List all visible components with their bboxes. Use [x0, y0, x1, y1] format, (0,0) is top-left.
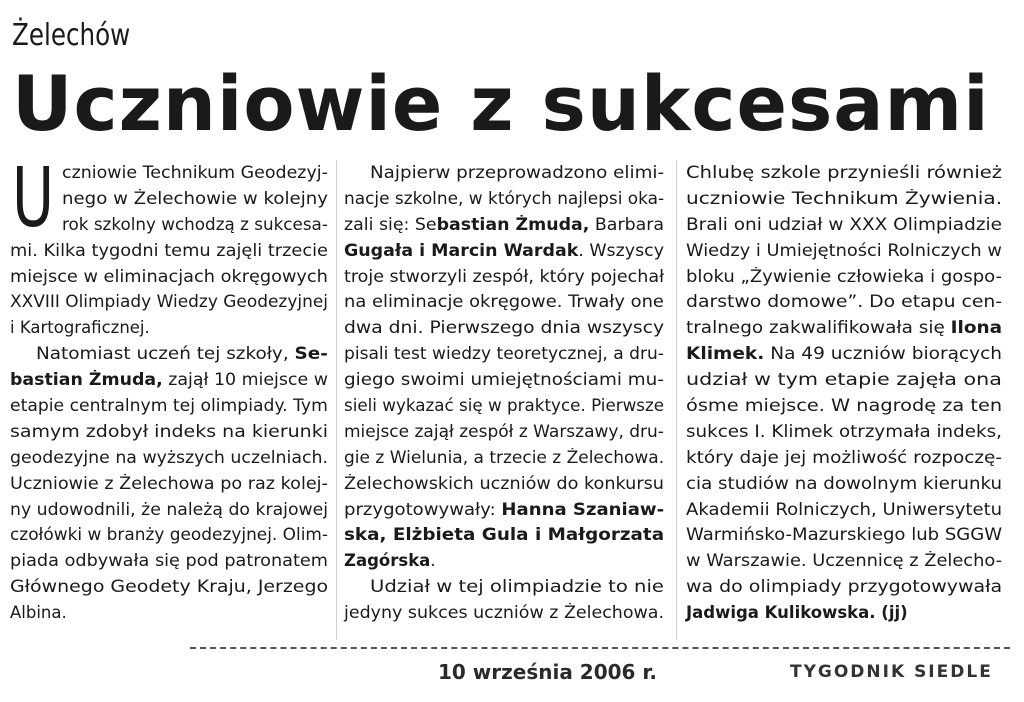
article-line-text: XXVIII Olimpiady Wiedzy Geodezyjnej — [10, 292, 328, 312]
article-line-text: przygotowywały: Hanna Szaniaw- — [344, 499, 665, 519]
article-line — [344, 600, 666, 626]
article-line-text: zali się: Sebastian Żmuda, Barbara — [344, 214, 665, 234]
publication-date: 10 września 2006 r. — [438, 660, 658, 684]
article-line — [686, 522, 1004, 548]
article-line — [686, 419, 1004, 445]
article-line-text: geodezyjne na wyższych uczelniach. — [10, 447, 329, 467]
article-line — [10, 212, 330, 238]
article-line — [10, 574, 330, 600]
article-line — [10, 471, 330, 497]
article-line-text: bloku „Żywienie człowieka i gospo- — [686, 266, 1003, 286]
article-line-text: który daje jej możliwość rozpoczę- — [686, 447, 1002, 467]
article-line-text: i Kartograficznej. — [10, 318, 150, 338]
article-line — [686, 315, 1004, 341]
article-line-text: Brali oni udział w XXX Olimpiadzie — [686, 214, 1003, 234]
article-line — [344, 160, 666, 186]
article-line — [686, 238, 1004, 264]
article-line-text: Chlubę szkole przynieśli również — [686, 163, 1003, 182]
article-line-text: giego swoimi umiejętnościami mu- — [344, 370, 664, 390]
article-line-text: mi. Kilka tygodni temu zajęli trzecie — [10, 240, 328, 260]
article-line — [344, 341, 666, 367]
column-1 — [10, 151, 330, 626]
article-line — [344, 445, 666, 471]
article-line — [10, 419, 330, 445]
article-line — [686, 264, 1004, 290]
article-line — [344, 264, 666, 290]
article-line — [10, 341, 330, 367]
article-line — [344, 548, 666, 574]
article-line-text: bastian Żmuda, zajął 10 miejsce w — [10, 370, 328, 390]
article-line — [344, 186, 666, 212]
article-line — [686, 186, 1004, 212]
article-line-text: na eliminacje okręgowe. Trwały one — [344, 292, 664, 312]
column-2 — [344, 160, 666, 626]
article-line — [344, 471, 666, 497]
article-line-text: tralnego zakwalifikowała się Ilona — [686, 318, 1003, 338]
article-kicker: Żelechów — [12, 18, 131, 53]
article-line-text: sieli wykazać się w praktyce. Pierwsze — [344, 396, 665, 416]
article-line-text: uczniowie Technikum Żywienia. — [686, 188, 1003, 208]
article-line — [344, 367, 666, 393]
article-line — [686, 212, 1004, 238]
article-line — [686, 367, 1004, 393]
article-line — [10, 445, 330, 471]
article-line-text: piada odbywała się pod patronatem — [10, 551, 328, 571]
article-line-text: nacje szkolne, w których najlepsi oka- — [344, 188, 665, 208]
article-line-text: darstwo domowe”. Do etapu cen- — [686, 292, 1003, 312]
publication-name: TYGODNIK SIEDLE — [790, 662, 993, 682]
article-line-text: ósme miejsce. W nagrodę za ten — [686, 396, 1003, 416]
article-line-text: Głównego Geodety Kraju, Jerzego — [10, 577, 329, 597]
article-line-text: Gugała i Marcin Wardak. Wszyscy — [344, 240, 665, 260]
article-line-text: ny udowodnili, że należą do krajowej — [10, 499, 329, 519]
article-line-text: Akademii Rolniczych, Uniwersytetu — [686, 499, 1003, 519]
article-line-text: sukces I. Klimek otrzymała indeks, — [686, 421, 1002, 441]
article-line-text: Najpierw przeprowadzono elimi- — [370, 163, 665, 182]
article-line — [344, 393, 666, 419]
footer-rule — [190, 647, 1010, 649]
article-line — [10, 238, 330, 264]
article-line — [10, 600, 330, 626]
article-line — [10, 367, 330, 393]
article-line-text: nego w Żelechowie w kolejny — [62, 188, 328, 208]
article-line — [344, 315, 666, 341]
article-line — [686, 548, 1004, 574]
article-line — [344, 289, 666, 315]
article-line — [344, 212, 666, 238]
article-line-text: etapie centralnym tej olimpiady. Tym — [10, 396, 328, 416]
article-line — [686, 445, 1004, 471]
article-line — [10, 264, 330, 290]
article-line-text: Warmińsko-Mazurskiego lub SGGW — [686, 525, 1003, 545]
article-line — [686, 289, 1004, 315]
article-line-text: pisali test wiedzy teoretycznej, a dru- — [344, 344, 664, 364]
article-line-text: troje stworzyli zespół, który pojechał — [344, 266, 665, 286]
article-line — [686, 574, 1004, 600]
article-line — [686, 497, 1004, 523]
article-line — [10, 393, 330, 419]
article-line — [686, 393, 1004, 419]
article-line — [686, 160, 1004, 186]
article-line-text: czołówki w branży geodezyjnej. Olim- — [10, 525, 329, 545]
article-line-text: Jadwiga Kulikowska. (jj) — [686, 603, 908, 623]
article-headline: Uczniowie z sukcesami — [12, 59, 990, 148]
article-line — [344, 574, 666, 600]
article-line — [344, 238, 666, 264]
article-line — [10, 315, 330, 341]
article-line-text: miejsce zajął zespół z Warszawy, dru- — [344, 421, 664, 441]
article-line-text: wa do olimpiady przygotowywała — [686, 577, 1003, 597]
article-line — [344, 522, 666, 548]
article-line-text: Albina. — [10, 603, 67, 623]
article-line — [344, 497, 666, 523]
article-line — [10, 522, 330, 548]
article-line — [10, 289, 330, 315]
article-line-text: w Warszawie. Uczennicę z Żelecho- — [686, 551, 1003, 571]
article-line — [344, 419, 666, 445]
article-line-text: Udział w tej olimpiadzie to nie — [370, 577, 664, 597]
article-line — [10, 160, 330, 186]
article-line — [10, 497, 330, 523]
article-line-text: Natomiast uczeń tej szkoły, Se- — [36, 344, 328, 364]
column-separator — [676, 160, 677, 640]
column-3 — [686, 160, 1004, 626]
drop-cap: U — [12, 151, 55, 246]
article-line-text: dwa dni. Pierwszego dnia wszyscy — [344, 318, 665, 338]
article-line-text: cia studiów na dowolnym kierunku — [686, 473, 1003, 493]
article-line-text: jedyny sukces uczniów z Żelechowa. — [344, 603, 665, 623]
article-line — [686, 341, 1004, 367]
article-line — [686, 471, 1004, 497]
article-line-text: miejsce w eliminacjach okręgowych — [10, 266, 328, 286]
article-line-text: ska, Elżbieta Gula i Małgorzata — [344, 525, 665, 545]
article-line — [10, 548, 330, 574]
article-line-text: Żelechowskich uczniów do konkursu — [344, 473, 664, 493]
article-line-text: Wiedzy i Umiejętności Rolniczych w — [686, 240, 1002, 260]
column-separator — [336, 160, 337, 640]
article-line-text: czniowie Technikum Geodezyj- — [62, 163, 328, 182]
article-line-text: gie z Wielunia, a trzecie z Żelechowa. — [344, 447, 665, 467]
article-line — [10, 186, 330, 212]
article-line-text: samym zdobył indeks na kierunki — [10, 421, 328, 441]
article-line-text: Zagórska. — [344, 551, 436, 571]
article-line — [686, 600, 1004, 626]
article-line-text: Klimek. Na 49 uczniów biorących — [686, 344, 1003, 364]
article-line-text: rok szkolny wchodzą z sukcesa- — [62, 214, 328, 234]
article-line-text: udział w tym etapie zajęła ona — [686, 370, 1002, 390]
article-line-text: Uczniowie z Żelechowa po raz kolej- — [10, 473, 328, 493]
